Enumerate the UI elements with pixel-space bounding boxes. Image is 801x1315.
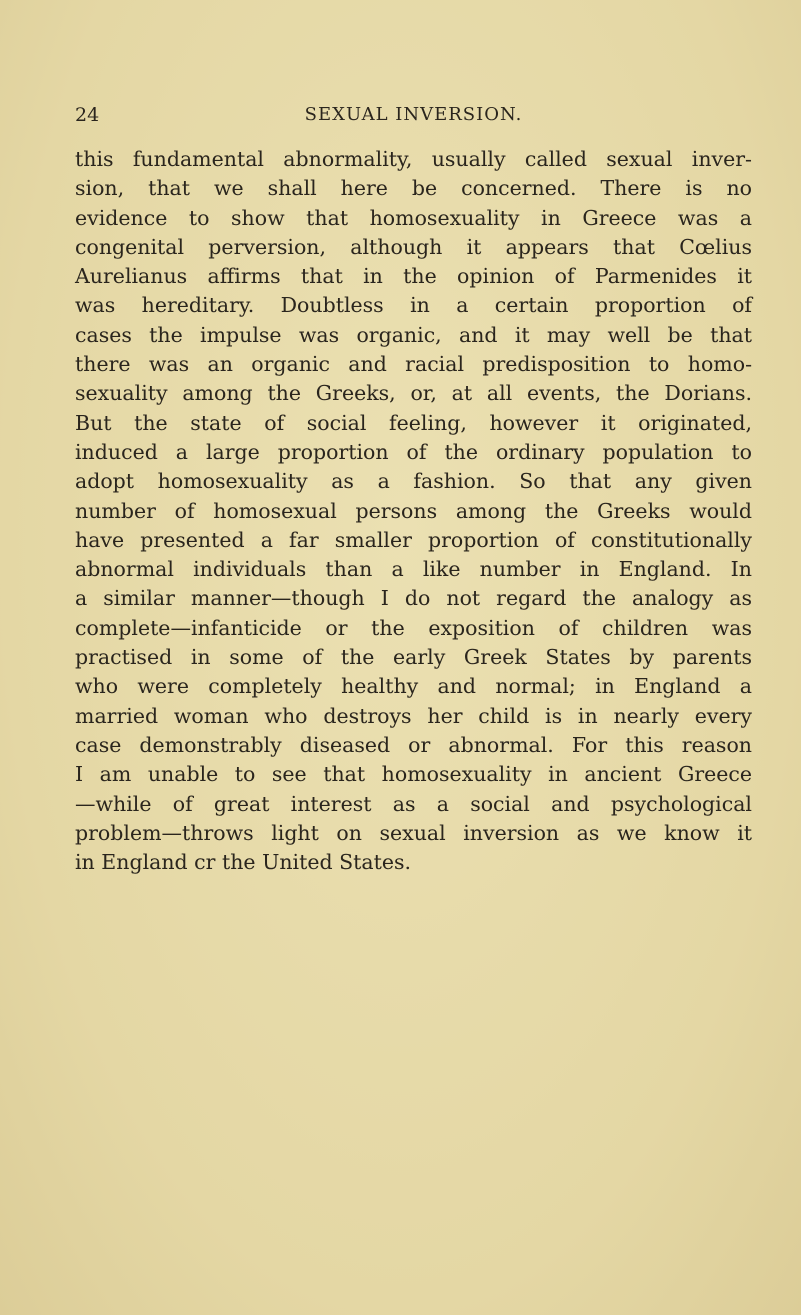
text-line: case demonstrably diseased or abnormal. For this reason bbox=[75, 732, 752, 757]
text-line: there was an organic and racial predisposition to homo- bbox=[75, 352, 752, 377]
text-line: who were completely healthy and normal; in England a bbox=[75, 674, 752, 699]
text-line: I am unable to see that homosexuality in ancient Greece bbox=[75, 762, 752, 787]
text-line: practised in some of the early Greek States by parents bbox=[75, 645, 752, 670]
text-line: induced a large proportion of the ordinary population to bbox=[75, 439, 752, 464]
running-title: SEXUAL INVERSION. bbox=[304, 104, 523, 125]
text-line: number of homosexual persons among the Greeks would bbox=[75, 498, 752, 523]
text-line: abnormal individuals than a like number in England. In bbox=[75, 557, 752, 582]
text-line: married woman who destroys her child is in nearly every bbox=[75, 703, 752, 728]
text-line: Aurelianus affirms that in the opinion of Parmenides it bbox=[75, 264, 752, 289]
text-line: sexuality among the Greeks, or, at all events, the Dorians. bbox=[75, 381, 752, 406]
text-line: sion, that we shall here be concerned. There is no bbox=[75, 176, 752, 201]
text-line: adopt homosexuality as a fashion. So that any given bbox=[75, 469, 752, 494]
text-line: was hereditary. Doubtless in a certain proportion of bbox=[75, 293, 752, 318]
text-line: congenital perversion, although it appears that Cœlius bbox=[75, 234, 752, 259]
text-line: have presented a far smaller proportion of constitutionally bbox=[75, 527, 752, 552]
body-text bbox=[75, 145, 752, 877]
text-line: —while of great interest as a social and psychological bbox=[75, 791, 752, 816]
text-line: evidence to show that homosexuality in Greece was a bbox=[75, 205, 752, 230]
text-line: cases the impulse was organic, and it may well be that bbox=[75, 322, 752, 347]
text-line: complete—infanticide or the exposition of children was bbox=[75, 615, 752, 640]
text-line: in England cr the United States. bbox=[75, 850, 412, 875]
text-line: But the state of social feeling, however it originated, bbox=[75, 410, 752, 435]
page-header bbox=[75, 104, 752, 134]
page-number: 24 bbox=[75, 104, 100, 126]
text-line: a similar manner—though I do not regard the analogy as bbox=[75, 586, 752, 611]
text-line: this fundamental abnormality, usually called sexual inver- bbox=[75, 147, 752, 171]
text-line: problem—throws light on sexual inversion as we know it bbox=[75, 820, 752, 845]
